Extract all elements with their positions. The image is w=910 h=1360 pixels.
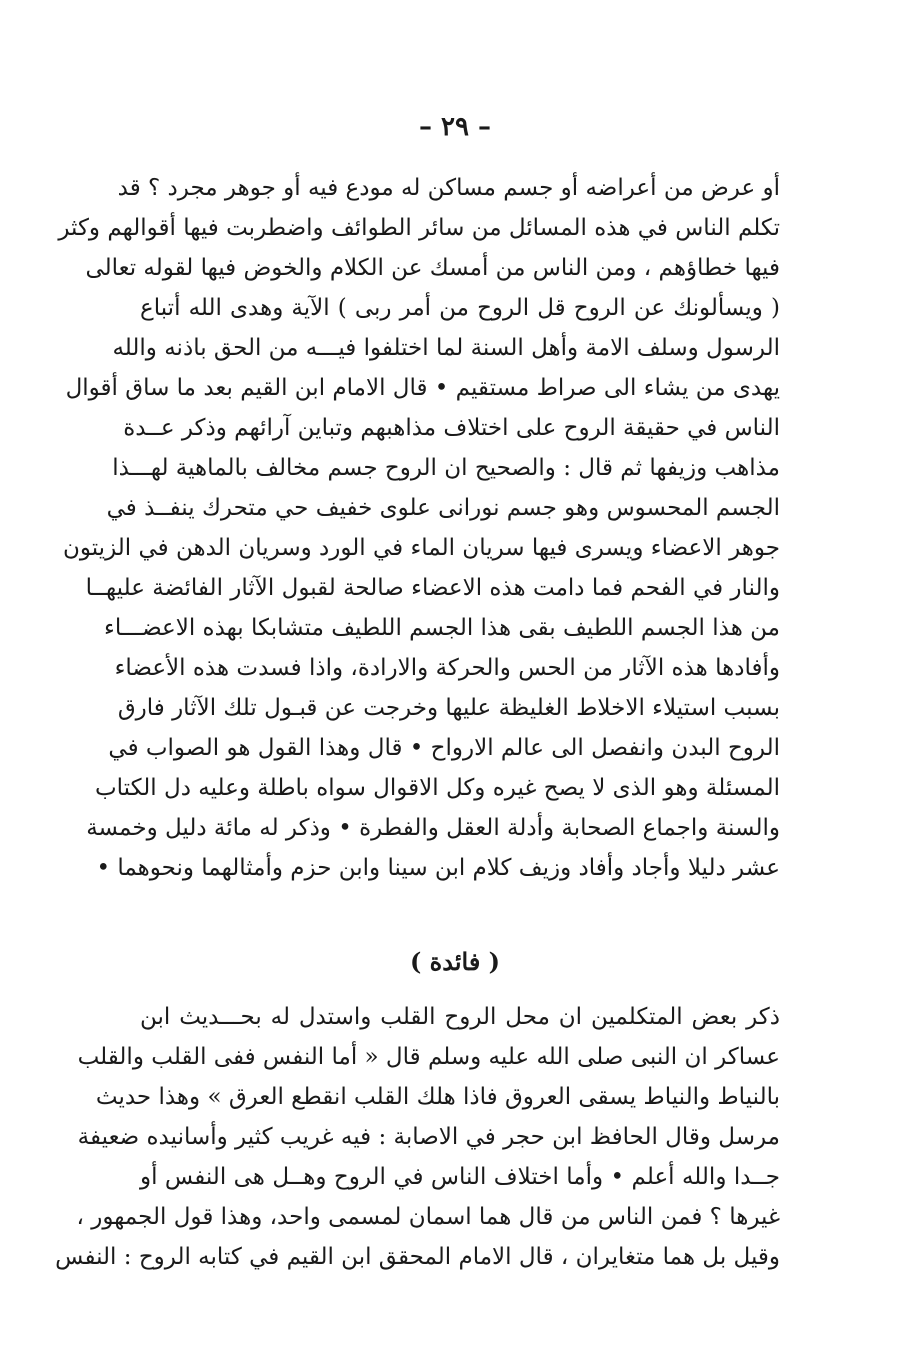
paragraph-faida (55, 997, 780, 1277)
text-line: الروح البدن وانفصل الى عالم الارواح • قال وهذا القول هو الصواب في (108, 735, 780, 761)
text-line: عساكر ان النبى صلى الله عليه وسلم قال « أما النفس ففى القلب والقلب (77, 1044, 780, 1070)
paragraph-main (58, 168, 780, 888)
text-line: ( ويسألونك عن الروح قل الروح من أمر ربى ) الآية وهدى الله أتباع (140, 295, 780, 321)
text-line: مرسل وقال الحافظ ابن حجر في الاصابة : فيه غريب كثير وأسانيده ضعيفة (77, 1124, 780, 1150)
text-line: من هذا الجسم اللطيف بقى هذا الجسم اللطيف متشابكا بهذه الاعضـــاء (104, 615, 780, 641)
text-line: الناس في حقيقة الروح على اختلاف مذاهبهم وتباين آرائهم وذكر عــدة (123, 415, 780, 441)
text-line: الرسول وسلف الامة وأهل السنة لما اختلفوا فيـــه من الحق باذنه والله (112, 335, 780, 361)
text-line: أو عرض من أعراضه أو جسم مساكن له مودع فيه أو جوهر مجرد ؟ قد (117, 175, 780, 201)
text-line: بسبب استيلاء الاخلاط الغليظة عليها وخرجت عن قبـول تلك الآثار فارق (117, 695, 780, 721)
text-line: وأفادها هذه الآثار من الحس والحركة والارادة، واذا فسدت هذه الأعضاء (114, 655, 780, 681)
page-number: – ٢٩ – (418, 112, 492, 142)
text-line: غيرها ؟ فمن الناس من قال هما اسمان لمسمى واحد، وهذا قول الجمهور ، (76, 1204, 780, 1230)
text-line: جوهر الاعضاء ويسرى فيها سريان الماء في الورد وسريان الدهن في الزيتون (62, 535, 780, 561)
text-line: والنار في الفحم فما دامت هذه الاعضاء صالحة لقبول الآثار الفائضة عليهــا (85, 575, 780, 601)
text-line: يهدى من يشاء الى صراط مستقيم • قال الامام ابن القيم بعد ما ساق أقوال (65, 375, 780, 401)
text-line: تكلم الناس في هذه المسائل من سائر الطوائف واضطربت فيها أقوالهم وكثر (58, 215, 780, 241)
text-line: المسئلة وهو الذى لا يصح غيره وكل الاقوال سواه باطلة وعليه دل الكتاب (94, 775, 780, 801)
text-line: مذاهب وزيفها ثم قال : والصحيح ان الروح جسم مخالف بالماهية لهـــذا (112, 455, 780, 481)
text-line: ذكر بعض المتكلمين ان محل الروح القلب واستدل له بحـــديث ابن (140, 1004, 780, 1030)
text-line: بالنياط والنياط يسقى العروق فاذا هلك القلب انقطع العرق » وهذا حديث (95, 1084, 780, 1110)
text-line: جــدا والله أعلم • وأما اختلاف الناس في الروح وهــل هى النفس أو (140, 1164, 780, 1190)
text-line: وقيل بل هما متغايران ، قال الامام المحقق ابن القيم في كتابه الروح : النفس (55, 1244, 780, 1270)
text-line: فيها خطاؤهم ، ومن الناس من أمسك عن الكلام والخوض فيها لقوله تعالى (85, 255, 780, 281)
text-line: والسنة واجماع الصحابة وأدلة العقل والفطرة • وذكر له مائة دليل وخمسة (86, 815, 780, 841)
text-line: الجسم المحسوس وهو جسم نورانى علوى خفيف حي متحرك ينفــذ في (106, 495, 780, 521)
text-line: عشر دليلا وأجاد وأفاد وزيف كلام ابن سينا وابن حزم وأمثالهما ونحوهما • (96, 855, 780, 881)
section-heading: ( فائدة ) (409, 947, 501, 976)
